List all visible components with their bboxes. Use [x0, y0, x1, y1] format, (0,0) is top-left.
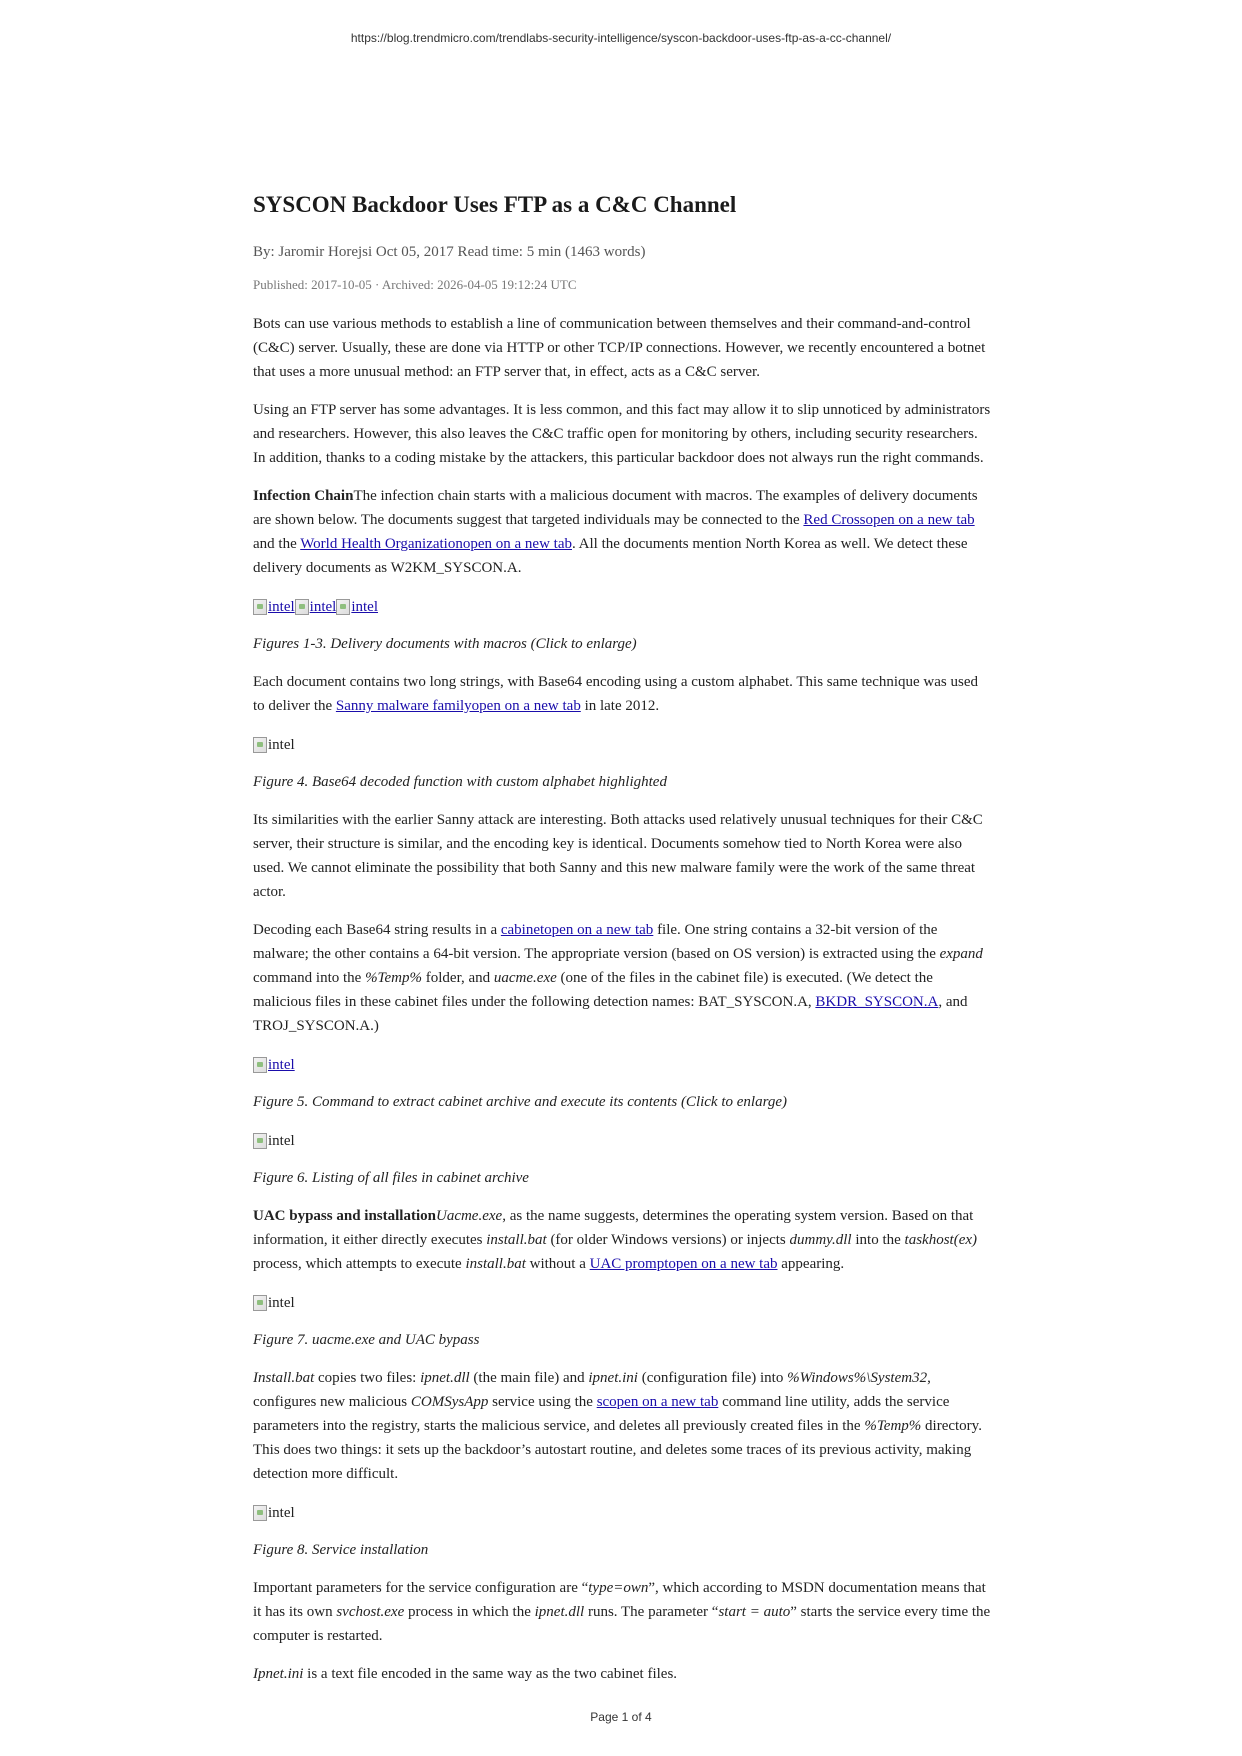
- figure-8-image-placeholder: [253, 1501, 295, 1525]
- paragraph-text: is a text file encoded in the same way as the two cabinet files.: [303, 1666, 678, 1682]
- paragraph-text: process, which attempts to execute: [253, 1256, 466, 1272]
- article: [253, 190, 993, 1700]
- ipnet-ini-paragraph: [253, 1662, 993, 1686]
- paragraph-text: (the main file) and: [469, 1370, 589, 1386]
- section-heading-uac-bypass: UAC bypass and installation: [253, 1208, 436, 1224]
- byline: [253, 242, 993, 262]
- image-alt-text: intel: [268, 1056, 295, 1073]
- image-alt-text: intel: [268, 1132, 295, 1149]
- broken-image-icon: [253, 1133, 267, 1149]
- page-number-footer: Page 1 of 4: [590, 1710, 652, 1724]
- article-title: SYSCON Backdoor Uses FTP as a C&C Channel: [253, 192, 737, 217]
- image-alt-text: intel: [268, 736, 295, 753]
- sanny-malware-link[interactable]: Sanny malware familyopen on a new tab: [335, 698, 581, 714]
- broken-image-icon: [253, 599, 267, 615]
- cabinet-link[interactable]: cabinetopen on a new tab: [500, 922, 654, 938]
- italic-term: Uacme.exe: [435, 1208, 503, 1224]
- broken-image-icon: [253, 1505, 267, 1521]
- page-url-link[interactable]: https://blog.trendmicro.com/trendlabs-security-intelligence/syscon-backdoor-uses-ftp-as-a-cc-channel/: [350, 31, 892, 45]
- italic-term: %Temp%: [864, 1418, 922, 1434]
- figure-4-caption: Figure 4. Base64 decoded function with custom alphabet highlighted: [253, 774, 667, 790]
- figure-6-image-placeholder: [253, 1129, 295, 1153]
- image-alt-text: intel: [351, 598, 379, 615]
- italic-term: taskhost(ex): [904, 1232, 978, 1248]
- uac-prompt-link[interactable]: UAC promptopen on a new tab: [589, 1256, 778, 1272]
- figure-7-caption: Figure 7. uacme.exe and UAC bypass: [253, 1332, 480, 1348]
- paragraph-text: command into the: [253, 970, 366, 986]
- uac-bypass-paragraph: [253, 1204, 993, 1276]
- paragraph-text: Decoding each Base64 string results in a: [253, 922, 501, 938]
- italic-term: install.bat: [486, 1232, 547, 1248]
- sc-utility-link[interactable]: scopen on a new tab: [596, 1394, 719, 1410]
- page-url-header: [0, 31, 1242, 45]
- italic-term: ipnet.ini: [588, 1370, 638, 1386]
- figure-5-image: [253, 1052, 993, 1076]
- italic-term: start = auto: [718, 1604, 791, 1620]
- paragraph-text: ”, which according to MSDN documentation means that it has its own: [253, 1580, 986, 1620]
- italic-term: svchost.exe: [336, 1604, 405, 1620]
- figure-8-caption: Figure 8. Service installation: [253, 1542, 429, 1558]
- published-archived: Published: 2017-10-05 · Archived: 2026-04-05 19:12:24 UTC: [253, 277, 577, 292]
- figure-4-image: [253, 732, 993, 756]
- broken-image-icon: [295, 599, 309, 615]
- service-parameters-paragraph: [253, 1576, 993, 1648]
- paragraph-text: (for older Windows versions) or injects: [546, 1232, 790, 1248]
- paragraph-text: into the: [851, 1232, 905, 1248]
- figure-6-image: [253, 1128, 993, 1152]
- similarities-paragraph: [253, 808, 993, 904]
- broken-image-icon: [336, 599, 350, 615]
- italic-term: ipnet.dll: [534, 1604, 585, 1620]
- broken-image-icon: [253, 1057, 267, 1073]
- figure-6-caption: Figure 6. Listing of all files in cabinet archive: [253, 1170, 529, 1186]
- paragraph-text: in late 2012.: [580, 698, 660, 714]
- figure-2-image-link[interactable]: [295, 595, 337, 619]
- install-bat-paragraph: [253, 1366, 993, 1486]
- broken-image-icon: [253, 1295, 267, 1311]
- paragraph-text: , configures new malicious: [253, 1370, 931, 1410]
- infection-chain-paragraph: [253, 484, 993, 580]
- decoding-paragraph: [253, 918, 993, 1038]
- figure-4-image-placeholder: [253, 733, 295, 757]
- figure-8-image: [253, 1500, 993, 1524]
- paragraph-text: runs. The parameter “: [584, 1604, 719, 1620]
- paragraph-text: and the: [253, 536, 301, 552]
- intro-paragraph: [253, 312, 993, 384]
- image-alt-text: intel: [268, 598, 295, 615]
- figure-1-3-caption: Figures 1-3. Delivery documents with macros (Click to enlarge): [253, 636, 637, 652]
- figure-5-image-link[interactable]: [253, 1053, 295, 1077]
- paragraph-text: Its similarities with the earlier Sanny attack are interesting. Both attacks used relatively unusual techniques for their C&C server, their structure is similar, and the encoding key is identical. Documents somehow tied to North Korea were also used. We cannot eliminate the possibility that both Sanny and this new malware family were the work of the same threat actor.: [253, 812, 983, 900]
- figure-1-image-link[interactable]: [253, 595, 295, 619]
- paragraph-text: ” starts the service every time the computer is restarted.: [253, 1604, 991, 1644]
- red-cross-link[interactable]: Red Crossopen on a new tab: [803, 512, 975, 528]
- paragraph-text: appearing.: [777, 1256, 845, 1272]
- italic-term: uacme.exe: [493, 970, 557, 986]
- italic-term: Ipnet.ini: [253, 1666, 304, 1682]
- bkdr-syscon-link[interactable]: BKDR_SYSCON.A: [815, 994, 939, 1010]
- paragraph-text: without a: [525, 1256, 590, 1272]
- paragraph-text: copies two files:: [314, 1370, 421, 1386]
- broken-image-icon: [253, 737, 267, 753]
- section-heading-infection-chain: Infection Chain: [253, 488, 354, 504]
- italic-term: type=own: [588, 1580, 649, 1596]
- italic-term: %Windows%\System32: [787, 1370, 928, 1386]
- paragraph-text: , and TROJ_SYSCON.A.): [253, 994, 968, 1034]
- italic-term: COMSysApp: [410, 1394, 489, 1410]
- figure-5-caption: Figure 5. Command to extract cabinet archive and execute its contents (Click to enlarge): [253, 1094, 788, 1110]
- paragraph-text: Bots can use various methods to establish a line of communication between themselves and their command-and-control (C&C) server. Usually, these are done via HTTP or other TCP/IP connections. However, we recently encountered a botnet that uses a more unusual method: an FTP server that, in effect, acts as a C&C server.: [253, 316, 986, 380]
- italic-term: install.bat: [465, 1256, 526, 1272]
- image-alt-text: intel: [309, 598, 337, 615]
- advantages-paragraph: [253, 398, 993, 470]
- paragraph-text: folder, and: [422, 970, 494, 986]
- paragraph-text: Each document contains two long strings, with Base64 encoding using a custom alphabet. This same technique was used to deliver the: [253, 674, 978, 714]
- image-alt-text: intel: [268, 1294, 295, 1311]
- paragraph-text: Important parameters for the service configuration are “: [253, 1580, 589, 1596]
- paragraph-text: directory. This does two things: it sets up the backdoor’s autostart routine, and deletes some traces of its previous activity, making detection more difficult.: [253, 1418, 982, 1482]
- who-link[interactable]: World Health Organizationopen on a new tab: [300, 536, 572, 552]
- byline-text: By: Jaromir Horejsi Oct 05, 2017 Read time: 5 min (1463 words): [253, 244, 646, 260]
- image-alt-text: intel: [268, 1504, 295, 1521]
- paragraph-text: . All the documents mention North Korea as well. We detect these delivery documents as W2KM_SYSCON.A.: [253, 536, 968, 576]
- italic-term: dummy.dll: [789, 1232, 852, 1248]
- paragraph-text: process in which the: [404, 1604, 535, 1620]
- paragraph-text: , as the name suggests, determines the operating system version. Based on that information, it either directly executes: [253, 1208, 974, 1248]
- figures-1-3-images: [253, 594, 993, 618]
- paragraph-text: file. One string contains a 32-bit version of the malware; the other contains a 64-bit version. The appropriate version (based on OS version) is extracted using the: [253, 922, 940, 962]
- base64-paragraph: [253, 670, 993, 718]
- paragraph-text: command line utility, adds the service parameters into the registry, starts the malicious service, and deletes all previously created files in the: [253, 1394, 950, 1434]
- figure-7-image-placeholder: [253, 1291, 295, 1315]
- paragraph-text: (one of the files in the cabinet file) is executed. (We detect the malicious files in these cabinet files under the following detection names: BAT_SYSCON.A,: [253, 970, 933, 1010]
- figure-7-image: [253, 1290, 993, 1314]
- figure-3-image-link[interactable]: [336, 595, 378, 619]
- italic-term: Install.bat: [253, 1370, 315, 1386]
- italic-term: expand: [939, 946, 983, 962]
- paragraph-text: service using the: [488, 1394, 597, 1410]
- paragraph-text: The infection chain starts with a malicious document with macros. The examples of delivery documents are shown below. The documents suggest that targeted individuals may be connected to the: [253, 488, 978, 528]
- italic-term: ipnet.dll: [420, 1370, 470, 1386]
- paragraph-text: Using an FTP server has some advantages. It is less common, and this fact may allow it to slip unnoticed by administrators and researchers. However, this also leaves the C&C traffic open for monitoring by others, including security researchers. In addition, thanks to a coding mistake by the attackers, this particular backdoor does not always run the right commands.: [253, 402, 991, 466]
- italic-term: %Temp%: [365, 970, 423, 986]
- paragraph-text: (configuration file) into: [637, 1370, 788, 1386]
